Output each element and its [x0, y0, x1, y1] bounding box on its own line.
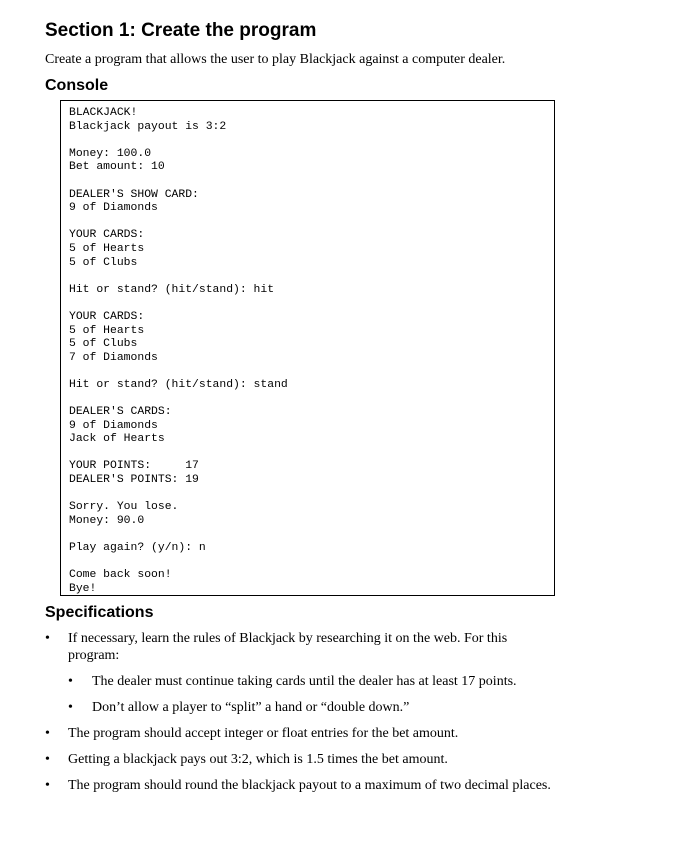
console-block: [69, 311, 554, 365]
console-line: Come back soon!: [69, 569, 172, 582]
spec-text: If necessary, learn the rules of Blackjack by researching it on the web. For this program:: [68, 631, 508, 663]
console-block: [69, 460, 554, 487]
console-line: 9 of Diamonds: [69, 419, 158, 432]
bullet-icon: •: [68, 674, 73, 689]
console-line: Hit or stand? (hit/stand): hit: [69, 283, 275, 296]
console-line: Blackjack payout is 3:2: [69, 120, 227, 133]
console-line: Hit or stand? (hit/stand): stand: [69, 378, 288, 391]
console-line: 5 of Hearts: [69, 242, 145, 255]
console-block: [69, 501, 554, 528]
console-line: DEALER'S SHOW CARD:: [69, 188, 199, 201]
console-output-box: [60, 100, 555, 596]
spec-text: The program should round the blackjack payout to a maximum of two decimal places.: [68, 778, 551, 793]
spec-item: [45, 751, 558, 768]
bullet-icon: •: [45, 778, 50, 793]
bullet-icon: •: [68, 700, 73, 715]
console-block: [69, 229, 554, 270]
bullet-icon: •: [45, 726, 50, 741]
console-line: DEALER'S CARDS:: [69, 406, 172, 419]
console-line: Sorry. You lose.: [69, 501, 179, 514]
console-line: Bet amount: 10: [69, 161, 165, 174]
intro-paragraph: Create a program that allows the user to play Blackjack against a computer dealer.: [45, 52, 506, 67]
spec-sub-item: [68, 673, 558, 690]
spec-sub-list: [68, 673, 558, 716]
console-line: 5 of Clubs: [69, 256, 138, 269]
spec-item: [45, 630, 558, 716]
console-block: [69, 542, 554, 556]
spec-item: [45, 777, 558, 794]
spec-text: Getting a blackjack pays out 3:2, which is 1.5 times the bet amount.: [68, 752, 448, 767]
console-line: DEALER'S POINTS: 19: [69, 474, 199, 487]
console-heading: Console: [45, 77, 109, 94]
console-line: 5 of Clubs: [69, 338, 138, 351]
console-line: 7 of Diamonds: [69, 351, 158, 364]
console-line: BLACKJACK!: [69, 107, 138, 119]
spec-sub-item: [68, 699, 558, 716]
console-block: [69, 284, 554, 298]
section-title: Section 1: Create the program: [45, 20, 317, 41]
console-line: Money: 90.0: [69, 514, 145, 527]
console-line: YOUR CARDS:: [69, 229, 145, 242]
console-line: Play again? (y/n): n: [69, 542, 206, 554]
console-line: Jack of Hearts: [69, 433, 165, 446]
console-block: [69, 379, 554, 393]
console-line: YOUR POINTS: 17: [69, 460, 199, 473]
console-line: 5 of Hearts: [69, 324, 145, 337]
document-page: [45, 18, 645, 803]
console-block: [69, 569, 554, 596]
spec-sub-text: Don’t allow a player to “split” a hand or “double down.”: [92, 700, 410, 715]
spec-text: The program should accept integer or float entries for the bet amount.: [68, 726, 459, 741]
bullet-icon: •: [45, 631, 50, 646]
bullet-icon: •: [45, 752, 50, 767]
console-line: YOUR CARDS:: [69, 310, 145, 323]
console-block: [69, 148, 554, 175]
specifications-list: [45, 630, 645, 794]
console-block: [69, 107, 554, 134]
spec-sub-text: The dealer must continue taking cards until the dealer has at least 17 points.: [92, 674, 517, 689]
console-block: [69, 189, 554, 216]
console-line: Bye!: [69, 582, 97, 595]
console-line: Money: 100.0: [69, 147, 152, 160]
spec-item: [45, 725, 558, 742]
console-block: [69, 406, 554, 447]
specifications-heading: Specifications: [45, 604, 154, 621]
console-line: 9 of Diamonds: [69, 202, 158, 215]
